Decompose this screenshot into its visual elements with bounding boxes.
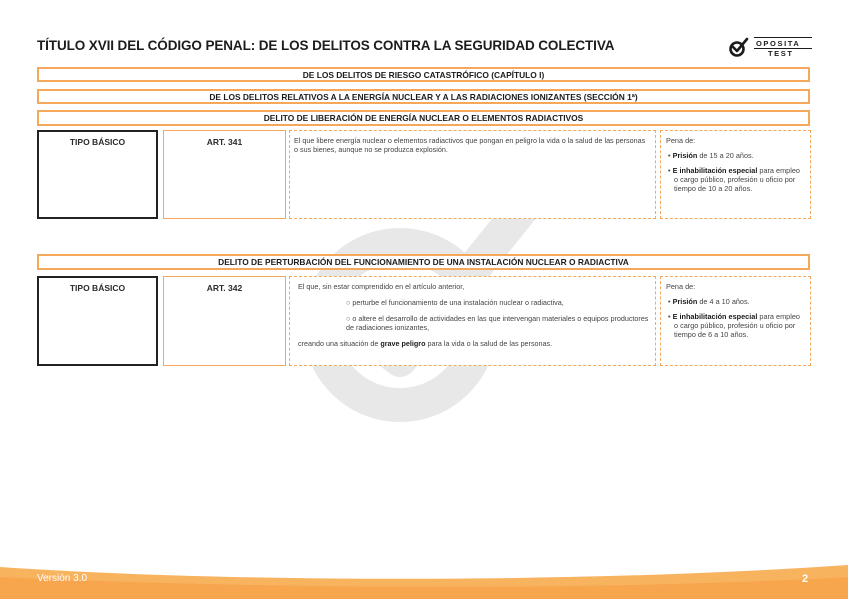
description-342-cierre: creando una situación de grave peligro para la vida o la salud de las personas. (298, 339, 553, 348)
pena-342-title: Pena de: (666, 282, 696, 291)
page-title: TÍTULO XVII DEL CÓDIGO PENAL: DE LOS DELITOS CONTRA LA SEGURIDAD COLECTIVA (37, 38, 615, 53)
description-341 (289, 130, 656, 219)
banner-seccion: DE LOS DELITOS RELATIVOS A LA ENERGÍA NUCLEAR Y A LAS RADIACIONES IONIZANTES (SECCIÓN 1ª) (37, 89, 810, 104)
art-342: ART. 342 (163, 276, 286, 366)
logo-wordmark (754, 37, 812, 58)
pena-342-prision: • Prisión de 4 a 10 años. (668, 297, 750, 306)
banner-capitulo: DE LOS DELITOS DE RIESGO CATASTRÓFICO (CAPÍTULO I) (37, 67, 810, 82)
banner-delito-perturbacion: DELITO DE PERTURBACIÓN DEL FUNCIONAMIENTO DE UNA INSTALACIÓN NUCLEAR O RADIACTIVA (37, 254, 810, 270)
pena-341-inhabilitacion: • E inhabilitación especial para empleo o cargo público, profesión u oficio por tiempo de 10 a 20 años. (668, 166, 800, 193)
description-342-intro: El que, sin estar comprendido en el artículo anterior, (298, 282, 465, 291)
tipo-basico-341: TIPO BÁSICO (37, 130, 158, 219)
art-341: ART. 341 (163, 130, 286, 219)
pena-341 (660, 130, 811, 219)
pena-341-title: Pena de: (666, 136, 696, 145)
banner-delito-liberacion: DELITO DE LIBERACIÓN DE ENERGÍA NUCLEAR O ELEMENTOS RADIACTIVOS (37, 110, 810, 126)
logo-line2: TEST (768, 49, 794, 58)
logo-line1: OPOSITA (754, 37, 812, 49)
pena-341-prision: • Prisión de 15 a 20 años. (668, 151, 754, 160)
footer-wave (0, 555, 848, 599)
description-342 (289, 276, 656, 366)
tipo-basico-342: TIPO BÁSICO (37, 276, 158, 366)
version-label: Versión 3.0 (37, 573, 88, 584)
page-number: 2 (802, 573, 809, 585)
pena-342-inhabilitacion: • E inhabilitación especial para empleo o cargo público, profesión u oficio por tiempo de 6 a 10 años. (668, 312, 800, 339)
pena-342 (660, 276, 811, 366)
description-342-sub1: ○ perturbe el funcionamiento de una instalación nuclear o radiactiva, (346, 298, 564, 307)
description-342-sub2: ○ o altere el desarrollo de actividades en las que intervengan materiales o equipos productores de radiaciones ionizantes, (346, 314, 649, 332)
description-341-text: El que libere energía nuclear o elementos radiactivos que pongan en peligro la vida o la salud de las personas o sus bienes, aunque no se produzca explosión. (294, 136, 646, 154)
